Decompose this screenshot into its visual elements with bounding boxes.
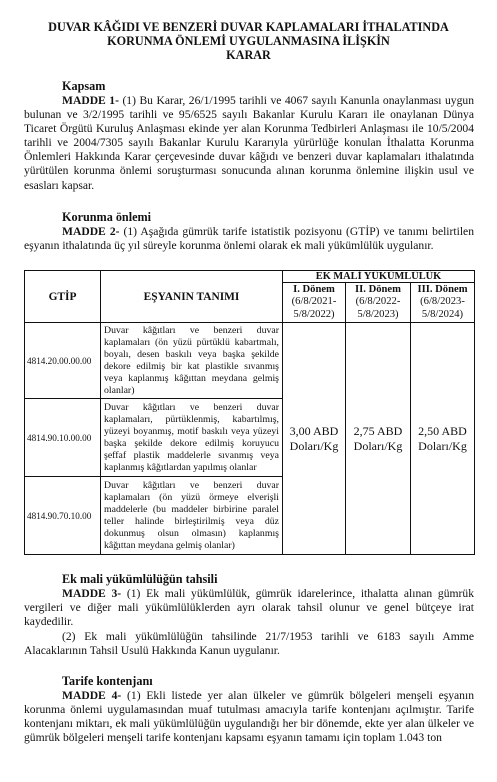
article-4-text: (1) Ekli listede yer alan ülkeler ve gümrük bölgeleri menşeli eşyanın korunma önlemi uygulamasından muaf tutulması amacıyla tarife kontenjanı açılmıştır. Tarife kontenjanı miktarı, ek mali yükümlülüğün uygulandığı her bir dönemde, ekte yer alan ülkeler ve gümrük bölgeleri menşeli tarife kontenjanı kapsamı eşyanın tamamı için toplam 1.043 ton xyxy=(24,689,474,745)
article-1-paragraph xyxy=(24,94,474,193)
document-title-line-1: DUVAR KÂĞIDI VE BENZERİ DUVAR KAPLAMALARI İTHALATINDA xyxy=(48,20,449,34)
goods-description: Duvar kâğıtları ve benzeri duvar kaplamaları (ön yüzü örmeye elverişli maddelerle (bu maddeler birbirine paralel teller halinde birleştirilmiş veya düz dokunmuş olsun olmasın) kaplanmış kâğıttan meydana gelmiş olanlar) xyxy=(101,477,283,555)
goods-description: Duvar kâğıtları ve benzeri duvar kaplamaları, pürtüklenmiş, kabartılmış, yüzeyi boyanmış, motif baskılı veya yüzeyi başka şekilde dekore edilmiş koruyucu şeffaf plastik maddelerle sıvanmış veya kaplanmış kâğıtlardan yapılmış olanlar xyxy=(101,399,283,477)
period-3-name: III. Dönem xyxy=(417,283,468,295)
header-ek-mali-yukumluluk: EK MALİ YÜKÜMLÜLÜK xyxy=(283,271,475,283)
article-1-text: (1) Bu Karar, 26/1/1995 tarihli ve 4067 sayılı Kanunla onaylanması uygun bulunan ve 3/2/1995 tarihli ve 95/6525 sayılı Bakanlar Kurulu Kararı ile onaylanan Dünya Ticaret Örgütü Kuruluş Anlaşması ekinde yer alan Korunma Tedbirleri Anlaşması ile 10/5/2004 tarihli ve 2004/7305 sayılı Bakanlar Kurulu Kararıyla yürürlüğe konulan İthalatta Korunma Önlemleri Hakkında Karar çerçevesinde duvar kâğıdı ve benzeri duvar kaplamaları ithalatında yürütülen korunma önlemi soruşturması sonucunda alınan korunma önlemine ilişkin usul ve esasları kapsar. xyxy=(24,94,474,192)
period-3-header xyxy=(411,283,475,323)
document-title-line-2: KORUNMA ÖNLEMİ UYGULANMASINA İLİŞKİN xyxy=(107,34,390,48)
header-gtip: GTİP xyxy=(25,271,101,323)
article-1-label: MADDE 1- xyxy=(62,94,119,107)
goods-description: Duvar kâğıtları ve benzeri duvar kaplamaları (ön yüzü pürtüklü kabartmalı, boyalı, desen baskılı veya başka şekilde dekore edilmiş bir kat plastikle sıvanmış veya kaplanmış kâğıttan meydana gelmiş olanlar) xyxy=(101,323,283,399)
gtip-code: 4814.90.10.00.00 xyxy=(25,399,101,477)
section-heading-korunma: Korunma önlemi xyxy=(62,210,152,224)
gtip-code: 4814.90.70.10.00 xyxy=(25,477,101,555)
period-2-name: II. Dönem xyxy=(355,283,401,295)
article-4-paragraph xyxy=(24,689,474,745)
header-esya-tanimi: EŞYANIN TANIMI xyxy=(101,271,283,323)
period-2-amount: 2,75 ABD Doları/Kg xyxy=(346,323,411,555)
gtip-code: 4814.20.00.00.00 xyxy=(25,323,101,399)
period-3-dates: (6/8/2023-5/8/2024) xyxy=(420,296,465,320)
period-1-name: I. Dönem xyxy=(293,283,335,295)
period-3-amount: 2,50 ABD Doları/Kg xyxy=(411,323,475,555)
article-3-label: MADDE 3- xyxy=(62,587,122,600)
period-2-header xyxy=(346,283,411,323)
article-2-label: MADDE 2- xyxy=(62,225,120,238)
article-3-paragraph-2: (2) Ek mali yükümlülüğün tahsilinde 21/7/1953 tarihli ve 6183 sayılı Amme Alacaklarının Tahsil Usulü Hakkında Kanun uygulanır. xyxy=(24,630,474,658)
period-2-dates: (6/8/2022-5/8/2023) xyxy=(355,296,401,320)
article-2-text: (1) Aşağıda gümrük tarife istatistik pozisyonu (GTİP) ve tanımı belirtilen eşyanın ithalatında üç yıl süreyle korunma önlemi olarak ek mali yükümlülük uygulanır. xyxy=(24,225,474,253)
period-1-amount: 3,00 ABD Doları/Kg xyxy=(283,323,346,555)
section-heading-tarife: Tarife kontenjanı xyxy=(62,674,153,688)
period-1-header xyxy=(283,283,346,323)
article-3-paragraph-1 xyxy=(24,587,474,629)
table-row xyxy=(25,323,475,399)
document-title-line-3: KARAR xyxy=(226,48,271,62)
article-3-text-1: (1) Ek mali yükümlülük, gümrük idarelerince, ithalatta alınan gümrük vergileri ve diğer mali yükümlülüklerden ayrı olarak tahsil olunur ve genel bütçeye irat kaydedilir. xyxy=(24,587,474,629)
period-1-dates: (6/8/2021-5/8/2022) xyxy=(291,296,337,320)
article-2-paragraph xyxy=(24,225,474,253)
section-heading-kapsam: Kapsam xyxy=(62,79,106,93)
section-heading-tahsil: Ek mali yükümlülüğün tahsili xyxy=(62,572,218,586)
measures-table xyxy=(24,270,475,555)
article-4-label: MADDE 4- xyxy=(62,689,122,702)
